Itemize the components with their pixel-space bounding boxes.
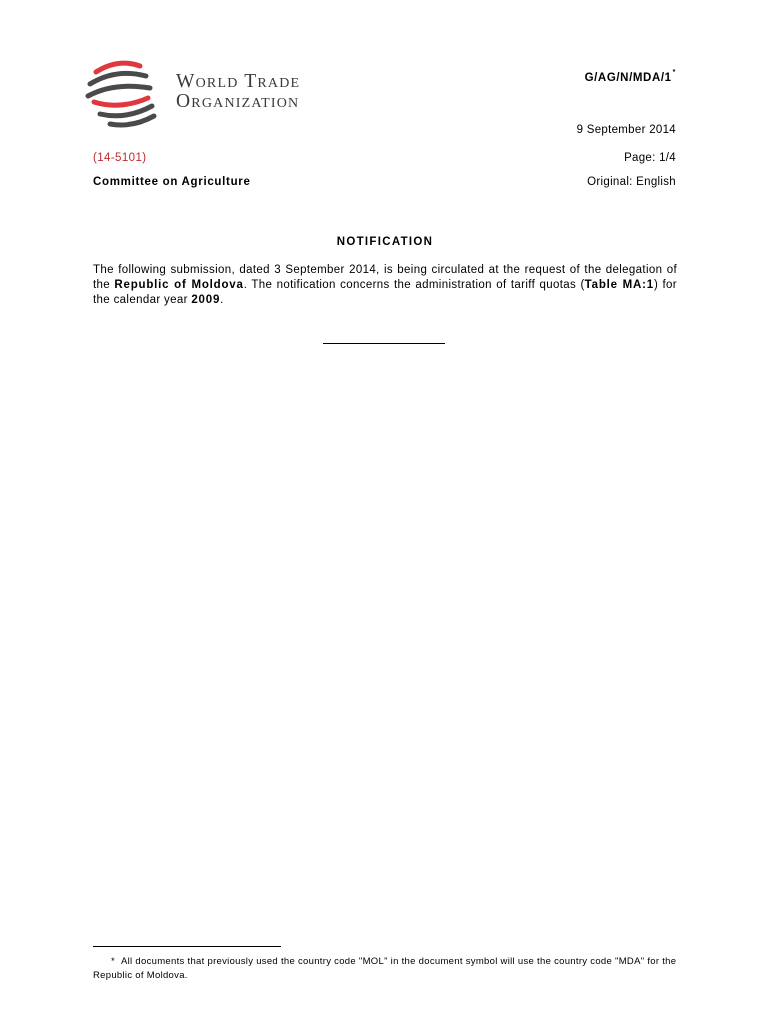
org-name-line2: Organization xyxy=(176,91,300,112)
section-title: NOTIFICATION xyxy=(336,236,434,248)
document-symbol xyxy=(584,69,676,84)
document-date: 9 September 2014 xyxy=(576,124,676,136)
committee-name: Committee on Agriculture xyxy=(93,176,251,188)
para-text-3: ) for the calendar year xyxy=(93,279,677,306)
footnote-rule xyxy=(93,946,281,947)
para-text-1: The following submission, dated 3 September 2014, is being circulated at the request of the delegation of the xyxy=(93,264,677,291)
calendar-year: 2009 xyxy=(191,294,221,306)
para-text-4: . xyxy=(220,294,224,306)
original-language: Original: English xyxy=(587,176,676,188)
body-paragraph xyxy=(93,263,677,308)
para-text-2: . The notification concerns the administration of tariff quotas ( xyxy=(243,279,585,291)
document-number: (14-5101) xyxy=(93,152,147,164)
country-name: Republic of Moldova xyxy=(114,279,244,291)
wto-logo xyxy=(84,58,336,130)
footnote-mark: * xyxy=(111,956,115,967)
organization-name xyxy=(176,72,300,112)
document-symbol-footnote-mark: * xyxy=(672,69,676,76)
footnote-text: All documents that previously used the country code "MOL" in the document symbol will use the country code "MDA" for the Republic of Moldova. xyxy=(93,956,677,981)
wto-emblem-icon xyxy=(84,58,164,130)
document-symbol-text: G/AG/N/MDA/1 xyxy=(584,72,672,84)
org-name-line1: World Trade xyxy=(176,71,301,92)
footnote xyxy=(93,955,677,983)
table-reference: Table MA:1 xyxy=(584,279,654,291)
page-number: Page: 1/4 xyxy=(624,152,676,164)
section-divider xyxy=(323,343,445,345)
